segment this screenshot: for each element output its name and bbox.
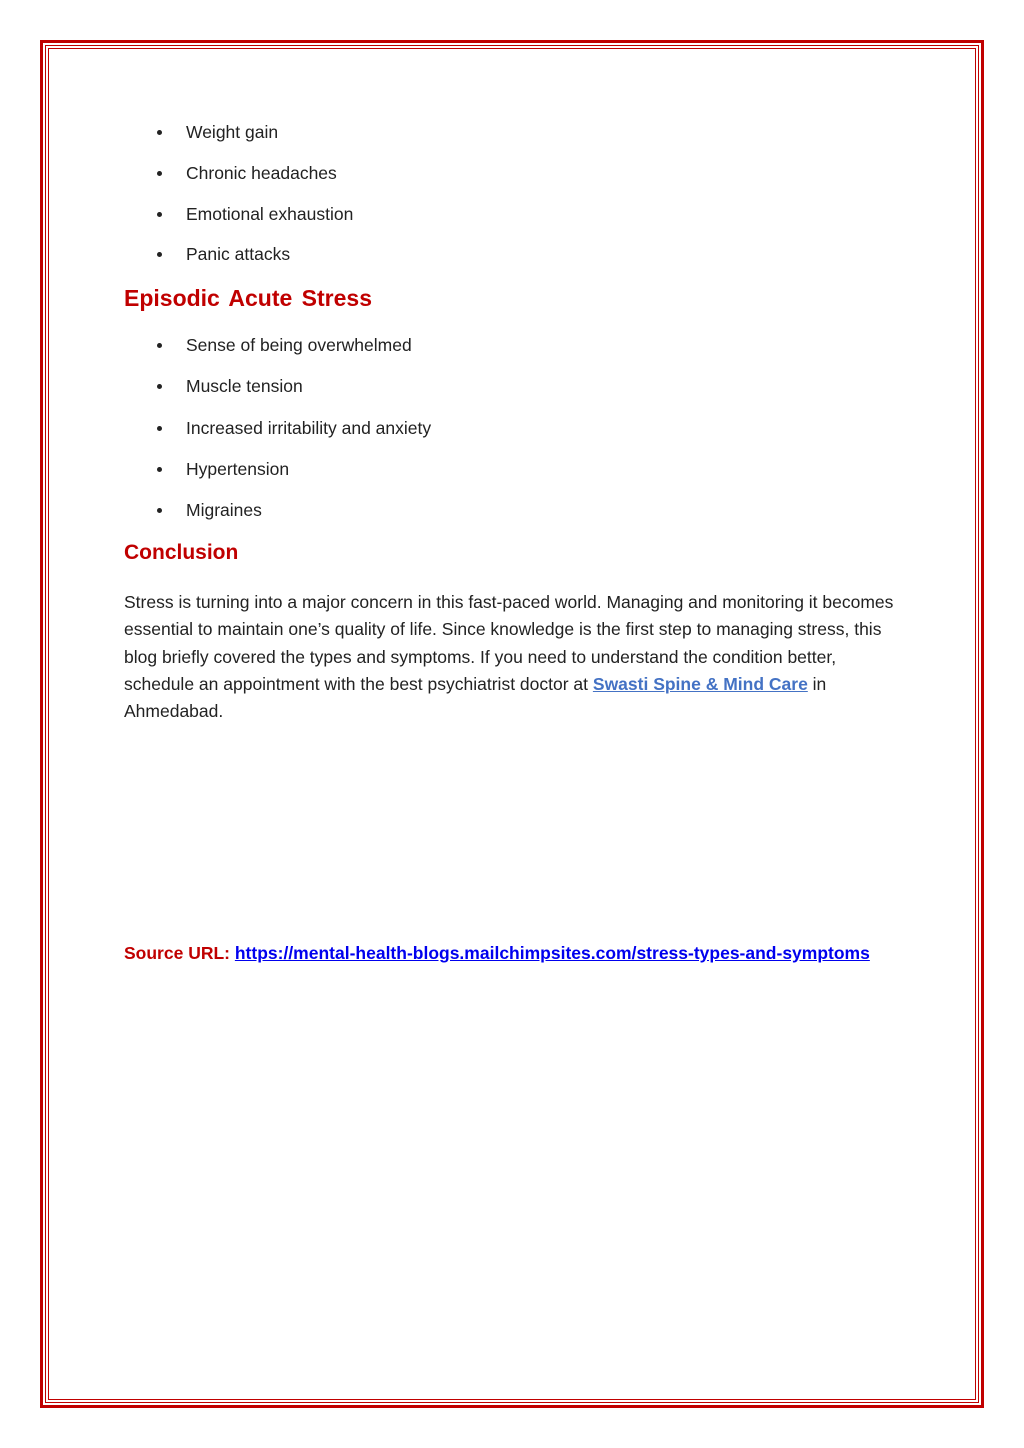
list-item: Emotional exhaustion: [124, 202, 904, 226]
bullet-icon: [157, 426, 162, 431]
source-line: [124, 940, 870, 966]
list-item: Chronic headaches: [124, 161, 904, 185]
section-heading-conclusion: Conclusion: [124, 541, 239, 565]
clinic-link[interactable]: Swasti Spine & Mind Care: [592, 673, 808, 694]
symptoms-list: [124, 120, 904, 266]
bullet-icon: [157, 171, 162, 176]
source-url-link[interactable]: https://mental-health-blogs.mailchimpsites.com/stress-types-and-symptoms: [234, 943, 870, 963]
episodic-symptoms-list: [124, 333, 904, 522]
list-item: Migraines: [124, 498, 904, 522]
bullet-icon: [157, 343, 162, 348]
conclusion-paragraph: Stress is turning into a major concern in this fast-paced world. Managing and monitoring it becomes essential to maintain one’s quality of life. Since knowledge is the first step to managing stress, this blog briefly covered the types and symptoms. If you need to understand the condition better, schedule an appointment with the best psychiatrist doctor at Swasti Spine & Mind Care in Ahmedabad.: [124, 592, 894, 721]
bullet-icon: [157, 384, 162, 389]
list-item: Increased irritability and anxiety: [124, 416, 904, 440]
bullet-icon: [157, 130, 162, 135]
bullet-icon: [157, 252, 162, 257]
list-item: Muscle tension: [124, 374, 904, 398]
bullet-icon: [157, 508, 162, 513]
list-item: Weight gain: [124, 120, 904, 144]
list-item: Hypertension: [124, 457, 904, 481]
bullet-icon: [157, 467, 162, 472]
document-content: [124, 120, 904, 725]
list-item: Sense of being overwhelmed: [124, 333, 904, 357]
list-item: Panic attacks: [124, 242, 904, 266]
bullet-icon: [157, 212, 162, 217]
source-label: Source URL:: [124, 943, 230, 963]
section-heading-episodic: Episodic Acute Stress: [124, 285, 373, 312]
